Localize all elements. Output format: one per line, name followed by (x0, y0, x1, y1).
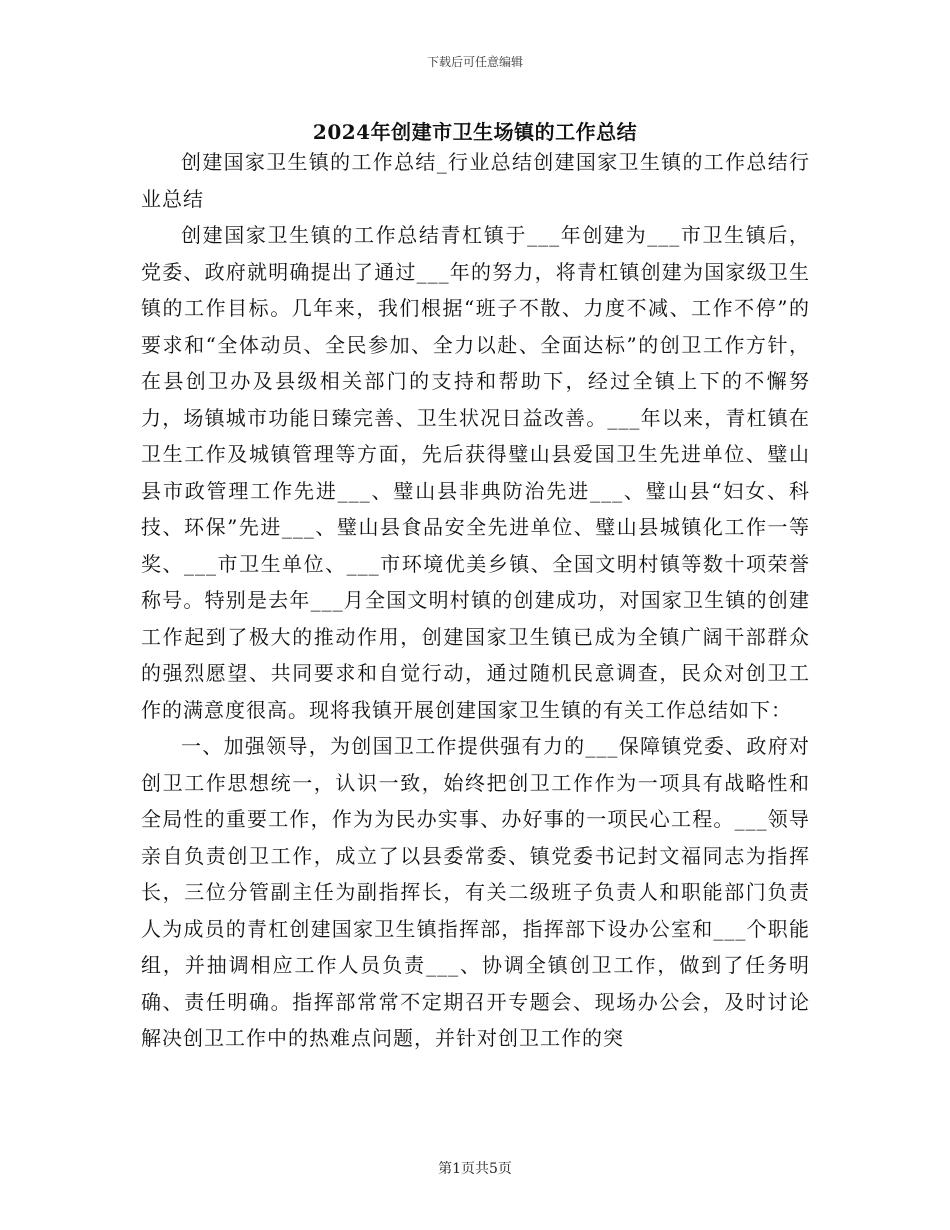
paragraph-subtitle: 创建国家卫生镇的工作总结_行业总结创建国家卫生镇的工作总结行业总结 (141, 150, 810, 211)
page-number: 第1页共5页 (438, 1161, 512, 1177)
document-body (141, 144, 810, 1057)
paragraph-intro: 创建国家卫生镇的工作总结青杠镇于___年创建为___市卫生镇后，党委、政府就明确提出了通过___年的努力，将青杠镇创建为国家级卫生镇的工作目标。几年来，我们根据“班子不散、力度不减、工作不停”的要求和“全体动员、全民参加、全力以赴、全面达标”的创卫工作方针，在县创卫办及县级相关部门的支持和帮助下，经过全镇上下的不懈努力，场镇城市功能日臻完善、卫生状况日益改善。___年以来，青杠镇在卫生工作及城镇管理等方面，先后获得璧山县爱国卫生先进单位、璧山县市政管理工作先进___、璧山县非典防治先进___、璧山县“妇女、科技、环保”先进___、璧山县食品安全先进单位、璧山县城镇化工作一等奖、___市卫生单位、___市环境优美乡镇、全国文明村镇等数十项荣誉称号。特别是去年___月全国文明村镇的创建成功，对国家卫生镇的创建工作起到了极大的推动作用，创建国家卫生镇已成为全镇广阔干部群众的强烈愿望、共同要求和自觉行动，通过随机民意调查，民众对创卫工作的满意度很高。现将我镇开展创建国家卫生镇的有关工作总结如下： (141, 223, 810, 722)
paragraph-section-one: 一、加强领导，为创国卫工作提供强有力的___保障镇党委、政府对创卫工作思想统一，认识一致，始终把创卫工作作为一项具有战略性和全局性的重要工作，作为为民办实事、办好事的一项民心工程。___领导亲自负责创卫工作，成立了以县委常委、镇党委书记封文福同志为指挥长，三位分管副主任为副指挥长，有关二级班子负责人和职能部门负责人为成员的青杠创建国家卫生镇指挥部，指挥部下设办公室和___个职能组，并抽调相应工作人员负责___、协调全镇创卫工作，做到了任务明确、责任明确。指挥部常常不定期召开专题会、现场办公会，及时讨论解决创卫工作中的热难点问题，并针对创卫工作的突 (141, 734, 810, 1050)
document-title: 2024年创建市卫生场镇的工作总结 (312, 120, 638, 144)
page-header-note: 下载后可任意编辑 (426, 55, 523, 69)
